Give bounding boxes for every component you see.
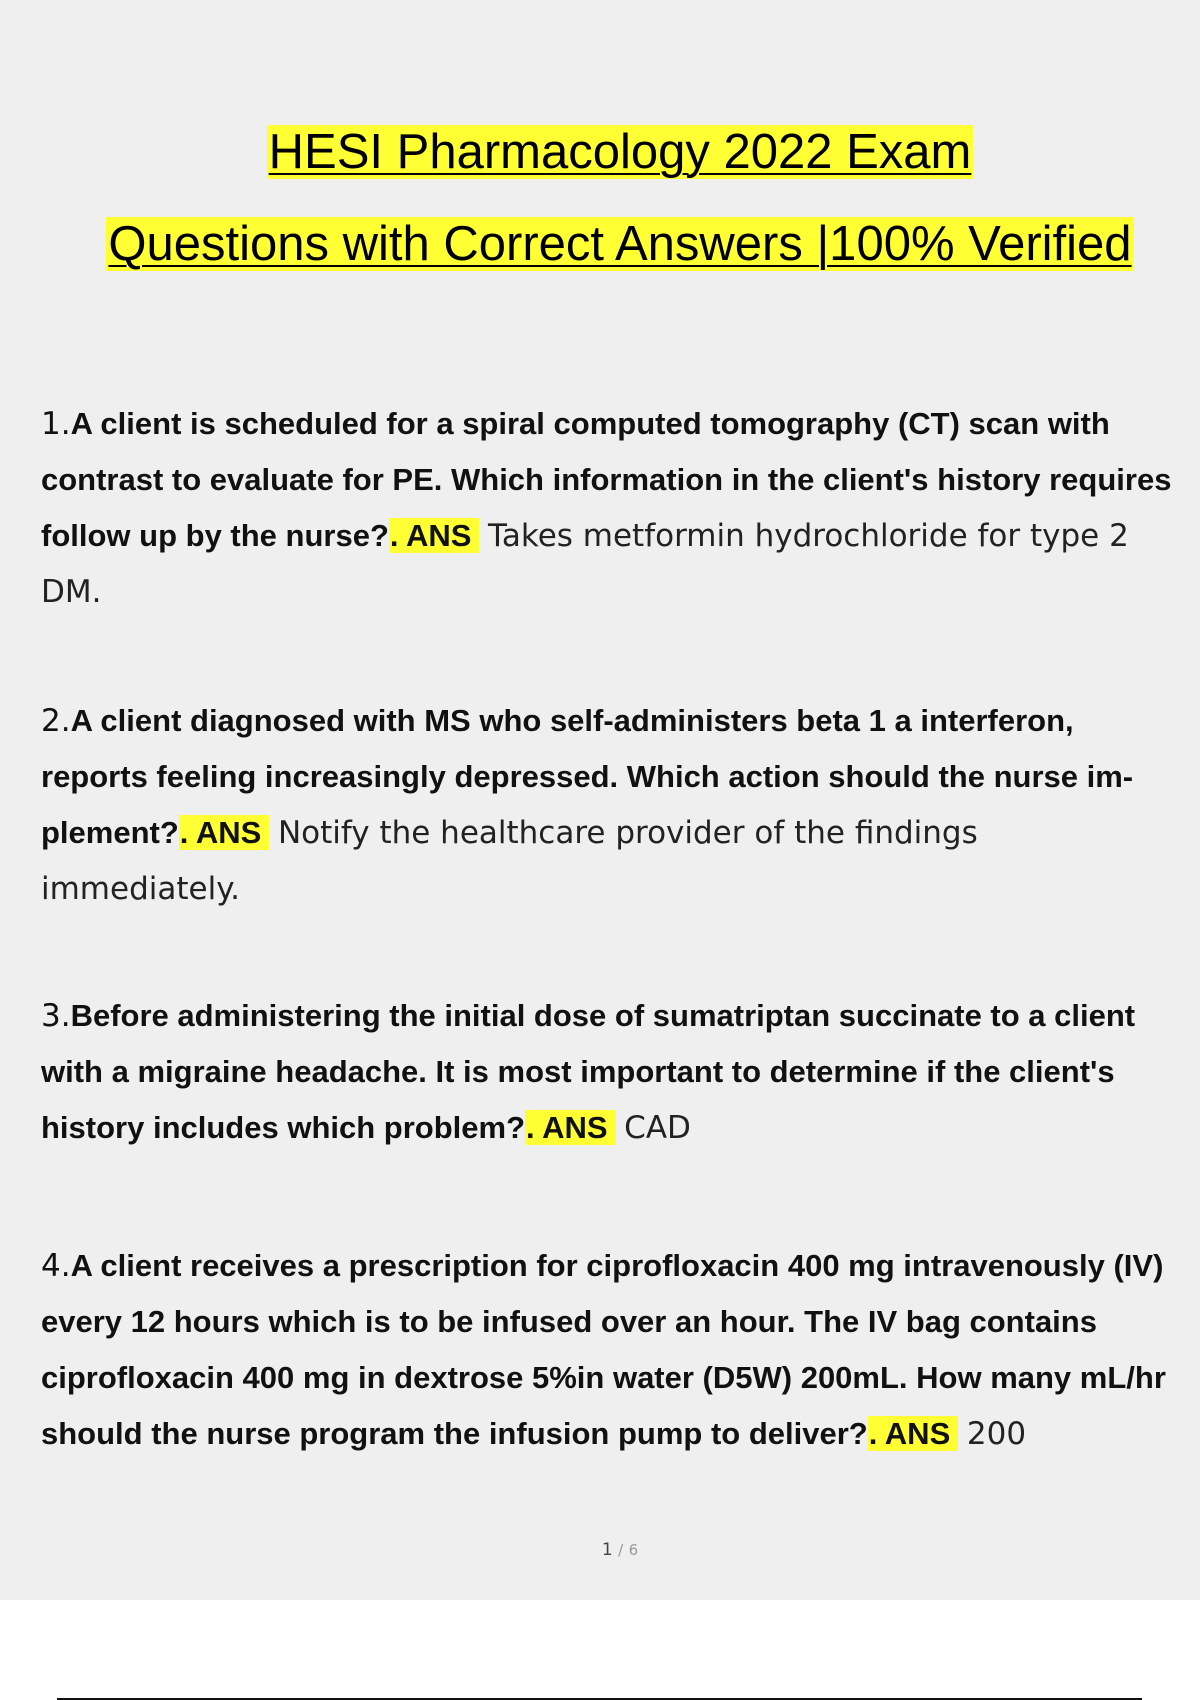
title-line-1-text: HESI Pharmacology 2022 Exam bbox=[268, 125, 972, 179]
page-separator: / bbox=[618, 1541, 624, 1559]
question-number: 1. bbox=[41, 406, 71, 442]
current-page: 1 bbox=[601, 1540, 613, 1560]
answer-text: Notify the healthcare provider of the findings immediately. bbox=[41, 815, 978, 907]
question-text: A client diagnosed with MS who self-administers beta 1 a interferon, reports feeling increasingly depressed. Which action should the nurse im- plement? bbox=[41, 703, 1134, 850]
question-number: 4. bbox=[41, 1248, 71, 1284]
question-number: 3. bbox=[41, 998, 71, 1034]
answer-text: Takes metformin hydrochloride for type 2 DM. bbox=[41, 518, 1129, 610]
answer-label: . ANS bbox=[868, 1416, 959, 1451]
question-item bbox=[41, 396, 1181, 620]
title-line-2-text: Questions with Correct Answers |100% Verified bbox=[108, 217, 1132, 271]
question-text: Before administering the initial dose of sumatriptan succinate to a client with a migraine headache. It is most important to determine if the client's history includes which problem? bbox=[41, 998, 1136, 1145]
title-line-2 bbox=[0, 198, 1200, 290]
question-text: A client receives a prescription for ciprofloxacin 400 mg intravenously (IV) every 12 hours which is to be infused over an hour. The IV bag contains ciprofloxacin 400 mg in dextrose 5%in water (D5W) 200mL. How many mL/hr should the nurse program the infusion pump to deliver? bbox=[41, 1248, 1166, 1451]
answer-text: 200 bbox=[966, 1416, 1027, 1452]
document-title bbox=[0, 106, 1200, 290]
title-line-1 bbox=[0, 106, 1200, 198]
answer-label: . ANS bbox=[525, 1110, 616, 1145]
question-number: 2. bbox=[41, 703, 71, 739]
question-text: A client is scheduled for a spiral computed tomography (CT) scan with contrast to evaluate for PE. Which information in the client's history requires follow up by the nurse? bbox=[41, 406, 1172, 553]
question-item bbox=[41, 693, 1181, 917]
answer-label: . ANS bbox=[179, 815, 270, 850]
page-number-indicator bbox=[0, 1540, 1200, 1560]
answer-text: CAD bbox=[624, 1110, 691, 1146]
answer-label: . ANS bbox=[389, 518, 480, 553]
question-item bbox=[41, 988, 1181, 1156]
total-pages: 6 bbox=[628, 1541, 639, 1559]
question-item bbox=[41, 1238, 1181, 1462]
